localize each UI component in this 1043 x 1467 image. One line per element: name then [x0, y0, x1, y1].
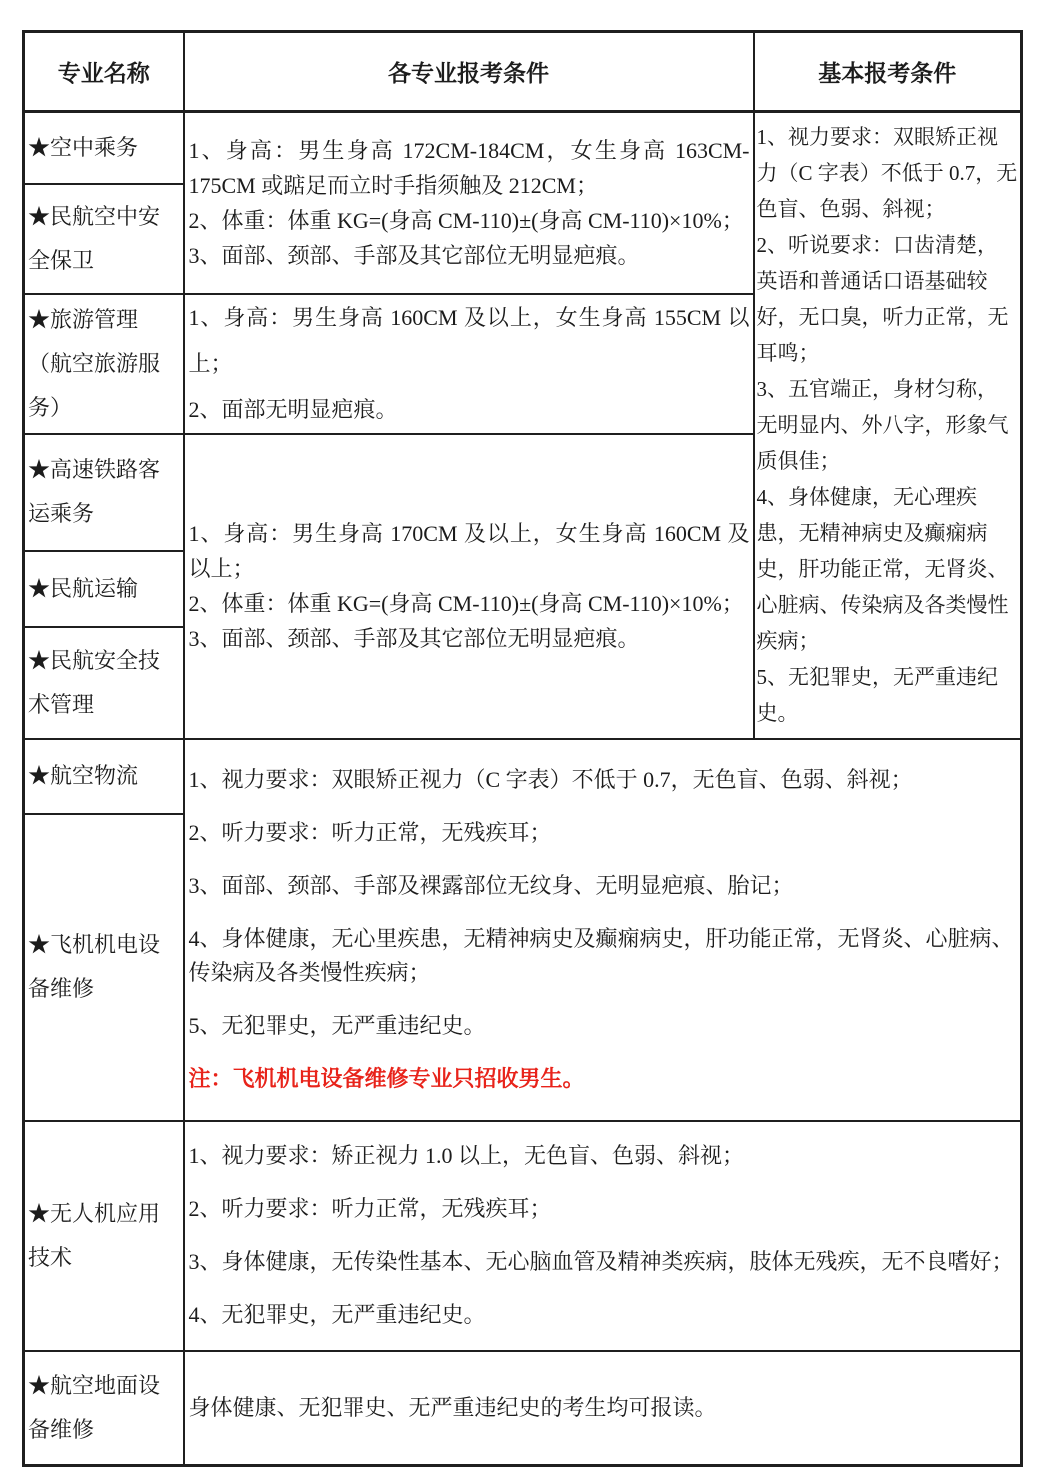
note-male-only: 注：飞机机电设备维修专业只招收男生。	[188, 1066, 585, 1091]
header-basic-conditions: 基本报考条件	[754, 32, 1022, 112]
major-civil-aviation-transport: ★民航运输	[24, 551, 184, 627]
header-major-name: 专业名称	[24, 32, 184, 112]
conditions-logistics-maintenance	[184, 739, 1022, 1121]
requirement-item: 1、身高：男生身高 160CM 及以上，女生身高 155CM 以上；	[188, 304, 750, 376]
major-aircraft-electromechanical-maintenance: ★飞机机电设备维修	[24, 814, 184, 1121]
conditions-rail-transport-safety	[184, 434, 754, 739]
admissions-requirements-table	[22, 30, 1023, 1467]
requirement-item: 2、体重：体重 KG=(身高 CM-110)±(身高 CM-110)×10%；	[188, 591, 744, 616]
requirement-item: 4、身体健康，无心理疾患，无精神病史及癫痫病史，肝功能正常，无肾炎、心脏病、传染病及各类慢性疾病；	[756, 485, 1009, 654]
table-row	[24, 739, 1022, 814]
major-air-logistics: ★航空物流	[24, 739, 184, 814]
requirement-item: 3、面部、颈部、手部及其它部位无明显疤痕。	[188, 626, 640, 651]
requirement-item: 3、面部、颈部、手部及其它部位无明显疤痕。	[188, 242, 640, 268]
requirement-item: 1、视力要求：矫正视力 1.0 以上，无色盲、色弱、斜视；	[188, 1143, 745, 1168]
conditions-ground-equipment	[184, 1351, 1022, 1466]
requirement-item: 2、体重：体重 KG=(身高 CM-110)±(身高 CM-110)×10%；	[188, 207, 744, 233]
requirement-item: 5、无犯罪史，无严重违纪史。	[756, 665, 998, 726]
header-per-major-conditions: 各专业报考条件	[184, 32, 754, 112]
requirement-item: 3、面部、颈部、手部及裸露部位无纹身、无明显疤痕、胎记；	[188, 873, 794, 898]
major-high-speed-rail-service: ★高速铁路客运乘务	[24, 434, 184, 551]
requirement-item: 1、视力要求：双眼矫正视力（C 字表）不低于 0.7，无色盲、色弱、斜视；	[756, 125, 1018, 222]
conditions-tourism	[184, 294, 754, 434]
major-ground-equipment-maintenance: ★航空地面设备维修	[24, 1351, 184, 1466]
major-air-cabin-crew: ★空中乘务	[24, 112, 184, 184]
major-uav-application-technology: ★无人机应用技术	[24, 1121, 184, 1351]
table-row	[24, 1351, 1022, 1466]
requirement-item: 2、听说要求：口齿清楚，英语和普通话口语基础较好，无口臭，听力正常，无耳鸣；	[756, 233, 1009, 366]
major-aviation-safety-technology: ★民航安全技术管理	[24, 627, 184, 739]
header-row	[24, 32, 1022, 112]
major-air-security: ★民航空中安全保卫	[24, 184, 184, 294]
requirement-item: 5、无犯罪史，无严重违纪史。	[188, 1013, 486, 1038]
table-row	[24, 112, 1022, 184]
conditions-uav	[184, 1121, 1022, 1351]
requirement-item: 2、听力要求：听力正常，无残疾耳；	[188, 820, 552, 845]
requirement-item: 4、身体健康，无心里疾患，无精神病史及癫痫病史，肝功能正常，无肾炎、心脏病、传染病及各类慢性疾病；	[188, 926, 1014, 985]
requirement-item: 2、听力要求：听力正常，无残疾耳；	[188, 1196, 552, 1221]
requirement-item: 1、视力要求：双眼矫正视力（C 字表）不低于 0.7，无色盲、色弱、斜视；	[188, 767, 913, 792]
conditions-cabin-crew-security	[184, 112, 754, 294]
basic-conditions-cell	[754, 112, 1022, 739]
requirement-item: 1、身高：男生身高 170CM 及以上，女生身高 160CM 及以上；	[188, 521, 750, 581]
requirement-item: 4、无犯罪史，无严重违纪史。	[188, 1302, 486, 1327]
requirement-item: 1、身高：男生身高 172CM-184CM，女生身高 163CM-175CM 或踮足而立时手指须触及 212CM；	[188, 137, 750, 198]
requirement-item: 身体健康、无犯罪史、无严重违纪史的考生均可报读。	[188, 1394, 717, 1420]
major-tourism-management: ★旅游管理（航空旅游服务）	[24, 294, 184, 434]
requirement-item: 3、身体健康，无传染性基本、无心脑血管及精神类疾病，肢体无残疾，无不良嗜好；	[188, 1249, 1014, 1274]
requirement-item: 3、五官端正，身材匀称，无明显内、外八字，形象气质俱佳；	[756, 377, 1009, 474]
table-row	[24, 1121, 1022, 1351]
requirement-item: 2、面部无明显疤痕。	[188, 396, 398, 422]
